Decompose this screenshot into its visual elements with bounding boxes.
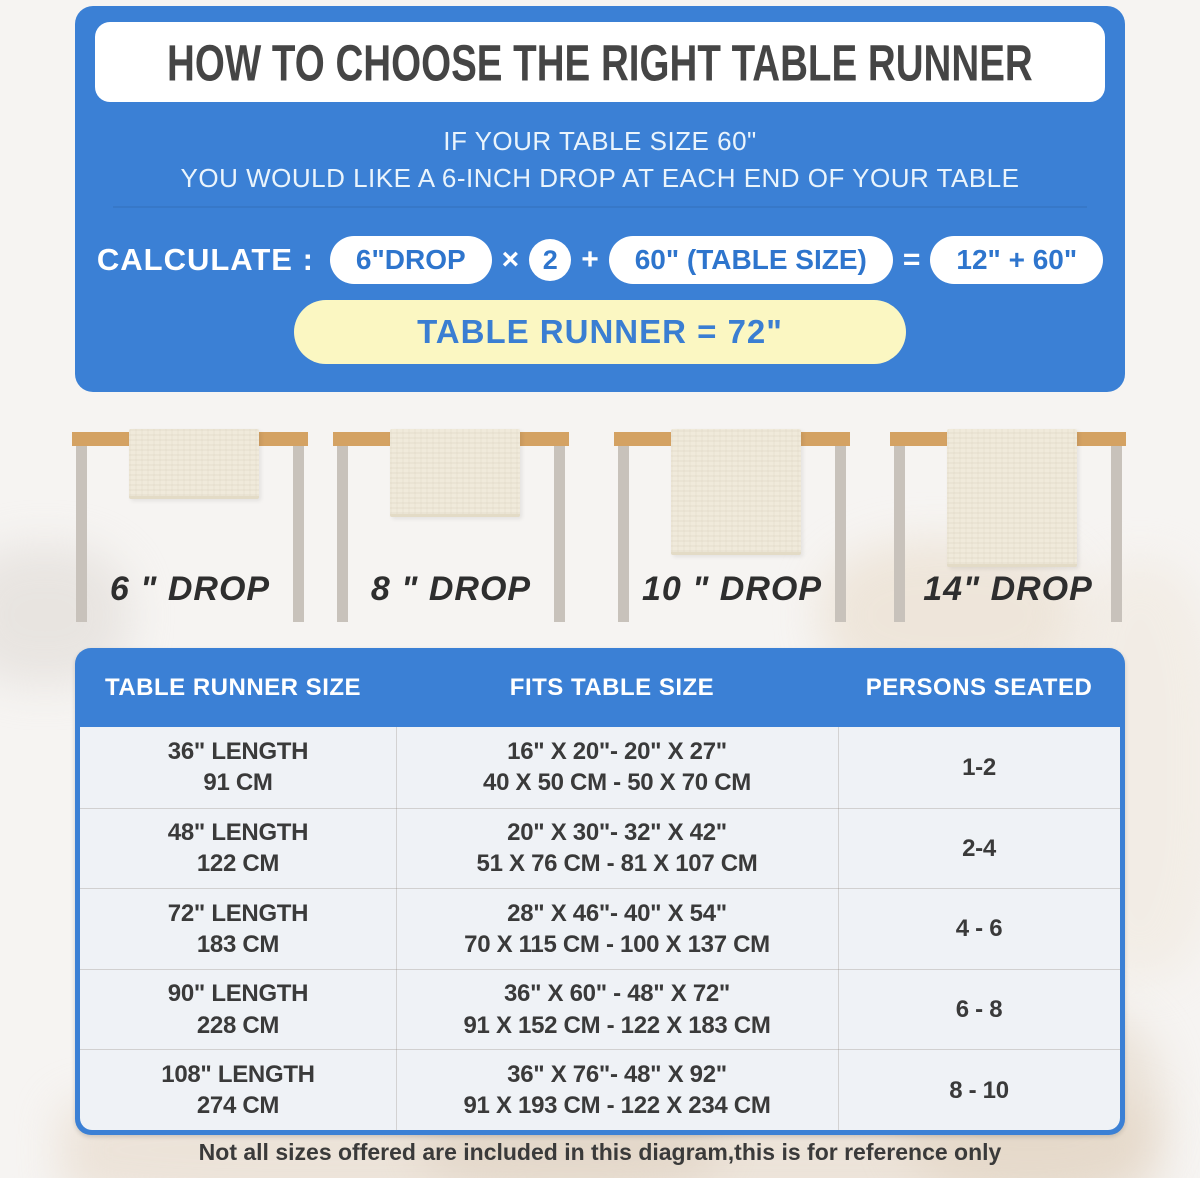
fits-table-cell: [396, 736, 838, 798]
fits-table-cell: [396, 1059, 838, 1121]
column-header-persons: PERSONS SEATED: [865, 673, 1093, 701]
persons-cell: 6 - 8: [955, 995, 1003, 1023]
size-chart: [75, 648, 1125, 1135]
subtitle-line-2: YOU WOULD LIKE A 6-INCH DROP AT EACH END OF YOUR TABLE: [180, 163, 1020, 193]
runner-size-inches: 72" LENGTH: [167, 899, 309, 927]
header-panel: [75, 6, 1125, 392]
fits-table-cell: [396, 817, 838, 879]
table-row: [80, 969, 1120, 1050]
fits-size-inches: 36" X 60" - 48" X 72": [503, 980, 730, 1008]
sum-pill: 12" + 60": [930, 236, 1103, 284]
calculation-row: [75, 234, 1125, 286]
fits-size-inches: 36" X 76"- 48" X 92": [507, 1060, 727, 1088]
reference-disclaimer: Not all sizes offered are included in this diagram,this is for reference only: [198, 1139, 1002, 1165]
runner-size-cell: [80, 978, 396, 1040]
fits-size-cm: 40 X 50 CM - 50 X 70 CM: [483, 769, 751, 797]
fits-size-cm: 51 X 76 CM - 81 X 107 CM: [476, 850, 758, 878]
drop-label: 14" DROP: [923, 570, 1093, 608]
fits-size-cm: 70 X 115 CM - 100 X 137 CM: [464, 930, 770, 958]
title-banner: [95, 22, 1105, 102]
drop-label: 8 " DROP: [370, 570, 532, 608]
calculate-label: CALCULATE :: [96, 242, 314, 277]
multiplier-circle: 2: [529, 239, 571, 281]
table-runner-cloth: [129, 429, 259, 499]
runner-size-inches: 108" LENGTH: [161, 1060, 315, 1088]
fits-size-inches: 20" X 30"- 32" X 42": [507, 819, 727, 847]
column-header-runner-size: TABLE RUNNER SIZE: [104, 673, 362, 701]
runner-size-cm: 183 CM: [196, 930, 280, 958]
subtitle-line-1: IF YOUR TABLE SIZE 60": [443, 126, 757, 156]
divider-line: [113, 206, 1087, 208]
column-divider: [396, 727, 397, 1130]
drop-illustration-8in: [333, 432, 569, 632]
persons-cell: 2-4: [962, 834, 996, 862]
table-row: [80, 1049, 1120, 1130]
drop-illustration-6in: [72, 432, 308, 632]
table-size-pill: 60" (TABLE SIZE): [609, 236, 893, 284]
fits-size-inches: 28" X 46"- 40" X 54": [507, 899, 727, 927]
table-runner-result-pill: TABLE RUNNER = 72": [294, 300, 906, 364]
drop-illustration-10in: [614, 432, 850, 632]
fits-size-cm: 91 X 152 CM - 122 X 183 CM: [463, 1011, 771, 1039]
runner-size-inches: 36" LENGTH: [167, 738, 309, 766]
fits-size-cm: 91 X 193 CM - 122 X 234 CM: [463, 1092, 771, 1120]
table-row: [80, 727, 1120, 808]
table-row: [80, 808, 1120, 889]
drop-value-pill: 6"DROP: [330, 236, 492, 284]
fits-table-cell: [396, 898, 838, 960]
runner-size-cm: 91 CM: [203, 769, 273, 797]
table-runner-cloth: [671, 429, 801, 555]
table-runner-cloth: [947, 429, 1077, 567]
drop-illustration-14in: [890, 432, 1126, 632]
plus-sign: +: [581, 243, 599, 276]
runner-size-cm: 228 CM: [196, 1011, 280, 1039]
fits-table-cell: [396, 978, 838, 1040]
runner-size-cm: 122 CM: [196, 850, 280, 878]
table-row: [80, 888, 1120, 969]
size-chart-header: [75, 648, 1125, 727]
runner-size-cell: [80, 898, 396, 960]
page-title: HOW TO CHOOSE THE RIGHT TABLE RUNNER: [167, 33, 1033, 91]
runner-size-inches: 48" LENGTH: [167, 819, 309, 847]
column-header-fits-table: FITS TABLE SIZE: [509, 673, 715, 701]
table-runner-cloth: [390, 429, 520, 517]
equals-sign: =: [902, 243, 921, 276]
persons-cell: 4 - 6: [955, 915, 1003, 943]
runner-size-cell: [80, 817, 396, 879]
multiply-sign: ×: [501, 243, 520, 276]
persons-cell: 8 - 10: [949, 1076, 1009, 1104]
runner-size-cm: 274 CM: [196, 1092, 280, 1120]
persons-cell: 1-2: [962, 753, 996, 781]
runner-size-cell: [80, 1059, 396, 1121]
runner-size-inches: 90" LENGTH: [167, 980, 309, 1008]
drop-label: 6 " DROP: [109, 570, 271, 608]
drop-label: 10 " DROP: [641, 570, 823, 608]
column-divider: [838, 727, 839, 1130]
fits-size-inches: 16" X 20"- 20" X 27": [507, 738, 727, 766]
size-chart-body: [80, 727, 1120, 1130]
runner-size-cell: [80, 736, 396, 798]
